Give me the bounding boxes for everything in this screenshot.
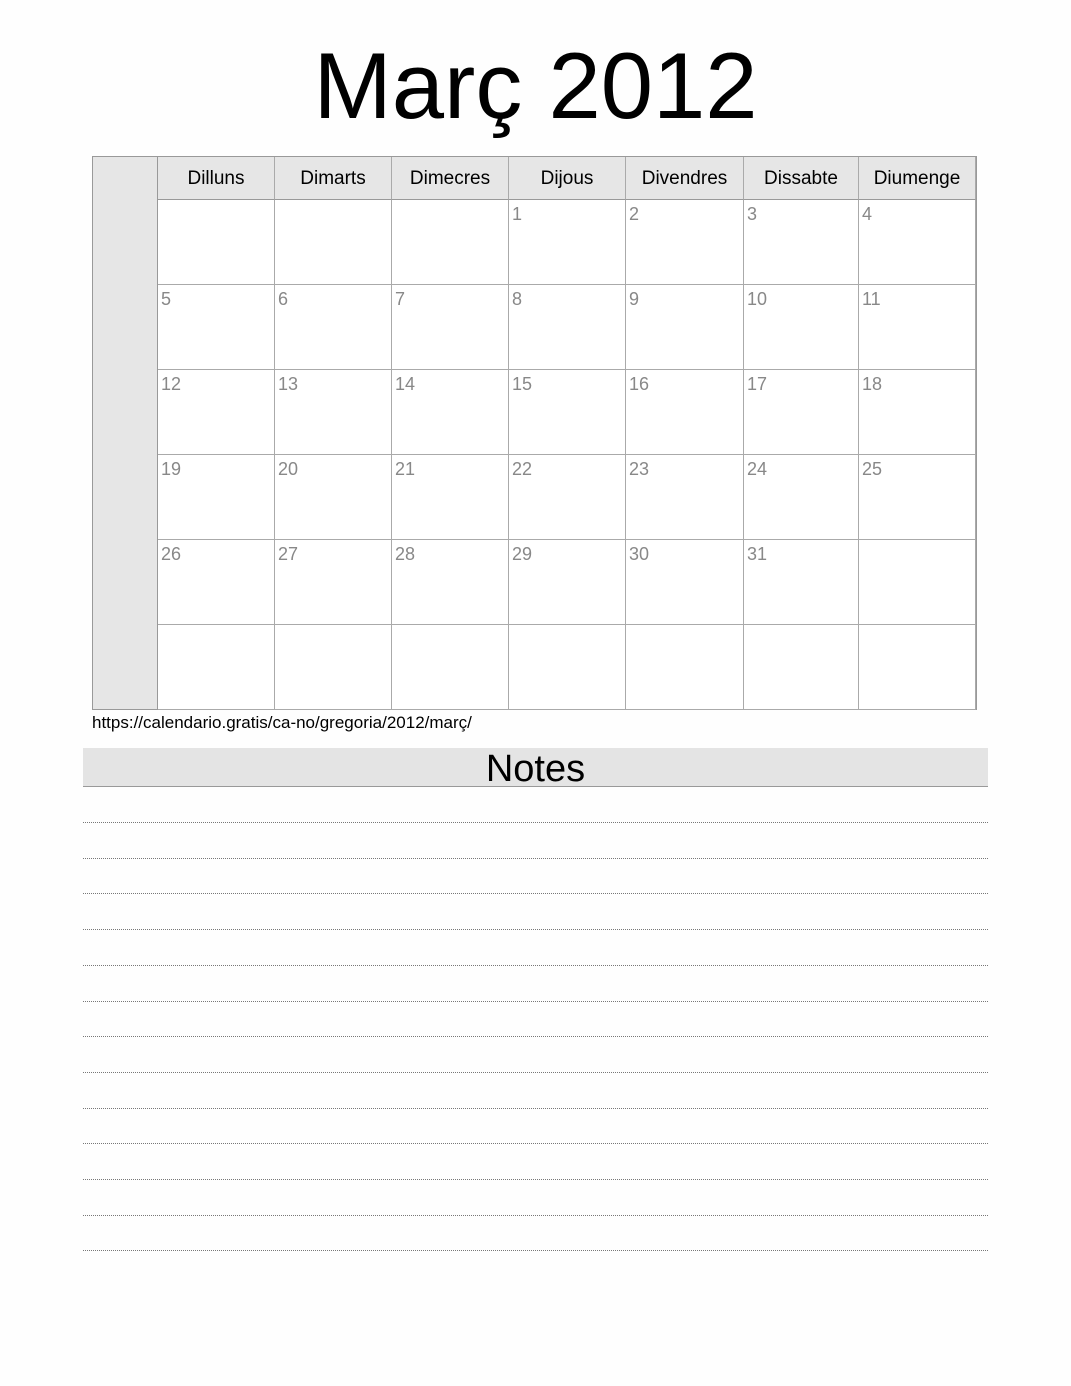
day-cell[interactable]: [859, 285, 976, 370]
day-cell[interactable]: [392, 200, 509, 285]
weekday-header: Dijous: [509, 157, 626, 200]
day-cell[interactable]: [859, 540, 976, 625]
day-cell[interactable]: [392, 540, 509, 625]
day-cell[interactable]: [275, 540, 392, 625]
day-number: 14: [395, 374, 416, 394]
day-cell[interactable]: [509, 370, 626, 455]
day-cell[interactable]: [859, 625, 976, 710]
day-number: 23: [629, 459, 650, 479]
day-cell[interactable]: [158, 200, 275, 285]
notes-ruled-line: [83, 1001, 988, 1002]
day-cell[interactable]: [626, 625, 744, 710]
day-cell[interactable]: [392, 370, 509, 455]
day-number: 26: [161, 544, 182, 564]
day-number: 21: [395, 459, 416, 479]
day-cell[interactable]: [859, 455, 976, 540]
day-number: 1: [512, 204, 523, 224]
day-cell[interactable]: [158, 285, 275, 370]
day-number: 19: [161, 459, 182, 479]
day-cell[interactable]: [392, 455, 509, 540]
day-cell[interactable]: [158, 370, 275, 455]
day-number: 20: [278, 459, 299, 479]
day-number: 7: [395, 289, 406, 309]
day-number: 3: [747, 204, 758, 224]
day-number: 15: [512, 374, 533, 394]
day-number: 16: [629, 374, 650, 394]
notes-ruled-line: [83, 965, 988, 966]
notes-ruled-line: [83, 822, 988, 823]
day-number: 6: [278, 289, 289, 309]
day-number: 8: [512, 289, 523, 309]
day-cell[interactable]: [509, 625, 626, 710]
day-cell[interactable]: [744, 285, 859, 370]
day-number: 2: [629, 204, 640, 224]
day-cell[interactable]: [275, 625, 392, 710]
day-number: 17: [747, 374, 768, 394]
day-number: 13: [278, 374, 299, 394]
day-number: 24: [747, 459, 768, 479]
notes-ruled-line: [83, 929, 988, 930]
notes-ruled-line: [83, 1250, 988, 1251]
day-cell[interactable]: [275, 455, 392, 540]
day-number: 22: [512, 459, 533, 479]
day-number: 10: [747, 289, 768, 309]
day-number: 31: [747, 544, 768, 564]
day-number: 12: [161, 374, 182, 394]
notes-ruled-line: [83, 858, 988, 859]
day-number: 9: [629, 289, 640, 309]
weekday-header: Dimecres: [392, 157, 509, 200]
week-number-column: [93, 157, 158, 709]
day-number: 30: [629, 544, 650, 564]
day-cell[interactable]: [626, 200, 744, 285]
day-number: 27: [278, 544, 299, 564]
day-cell[interactable]: [158, 540, 275, 625]
day-number: 11: [862, 289, 881, 309]
day-cell[interactable]: [626, 370, 744, 455]
weekday-header: Diumenge: [859, 157, 976, 200]
weekday-header: Dilluns: [158, 157, 275, 200]
day-cell[interactable]: [626, 285, 744, 370]
day-cell[interactable]: [509, 455, 626, 540]
day-cell[interactable]: [744, 200, 859, 285]
day-cell[interactable]: [859, 370, 976, 455]
notes-ruled-line: [83, 1072, 988, 1073]
day-cell[interactable]: [744, 540, 859, 625]
notes-heading: Notes: [83, 748, 988, 787]
notes-ruled-line: [83, 1215, 988, 1216]
day-cell[interactable]: [626, 455, 744, 540]
weekday-header: Dimarts: [275, 157, 392, 200]
day-cell[interactable]: [275, 370, 392, 455]
notes-ruled-line: [83, 893, 988, 894]
day-number: 25: [862, 459, 883, 479]
notes-ruled-line: [83, 1143, 988, 1144]
weekday-header: Dissabte: [744, 157, 859, 200]
day-cell[interactable]: [509, 540, 626, 625]
notes-ruled-line: [83, 1108, 988, 1109]
day-number: 4: [862, 204, 873, 224]
day-cell[interactable]: [509, 285, 626, 370]
day-cell[interactable]: [859, 200, 976, 285]
day-number: 5: [161, 289, 172, 309]
day-cell[interactable]: [392, 285, 509, 370]
day-cell[interactable]: [744, 625, 859, 710]
day-cell[interactable]: [744, 455, 859, 540]
day-cell[interactable]: [158, 625, 275, 710]
notes-ruled-line: [83, 1036, 988, 1037]
day-cell[interactable]: [744, 370, 859, 455]
day-number: 29: [512, 544, 533, 564]
day-cell[interactable]: [158, 455, 275, 540]
day-cell[interactable]: [392, 625, 509, 710]
calendar-grid: [92, 156, 977, 710]
notes-ruled-line: [83, 1179, 988, 1180]
day-cell[interactable]: [275, 200, 392, 285]
day-cell[interactable]: [626, 540, 744, 625]
page-title: Març 2012: [313, 33, 758, 138]
day-cell[interactable]: [509, 200, 626, 285]
source-url[interactable]: https://calendario.gratis/ca-no/gregoria/2012/març/: [92, 713, 472, 732]
day-cell[interactable]: [275, 285, 392, 370]
day-number: 28: [395, 544, 416, 564]
day-number: 18: [862, 374, 883, 394]
weekday-header: Divendres: [626, 157, 744, 200]
